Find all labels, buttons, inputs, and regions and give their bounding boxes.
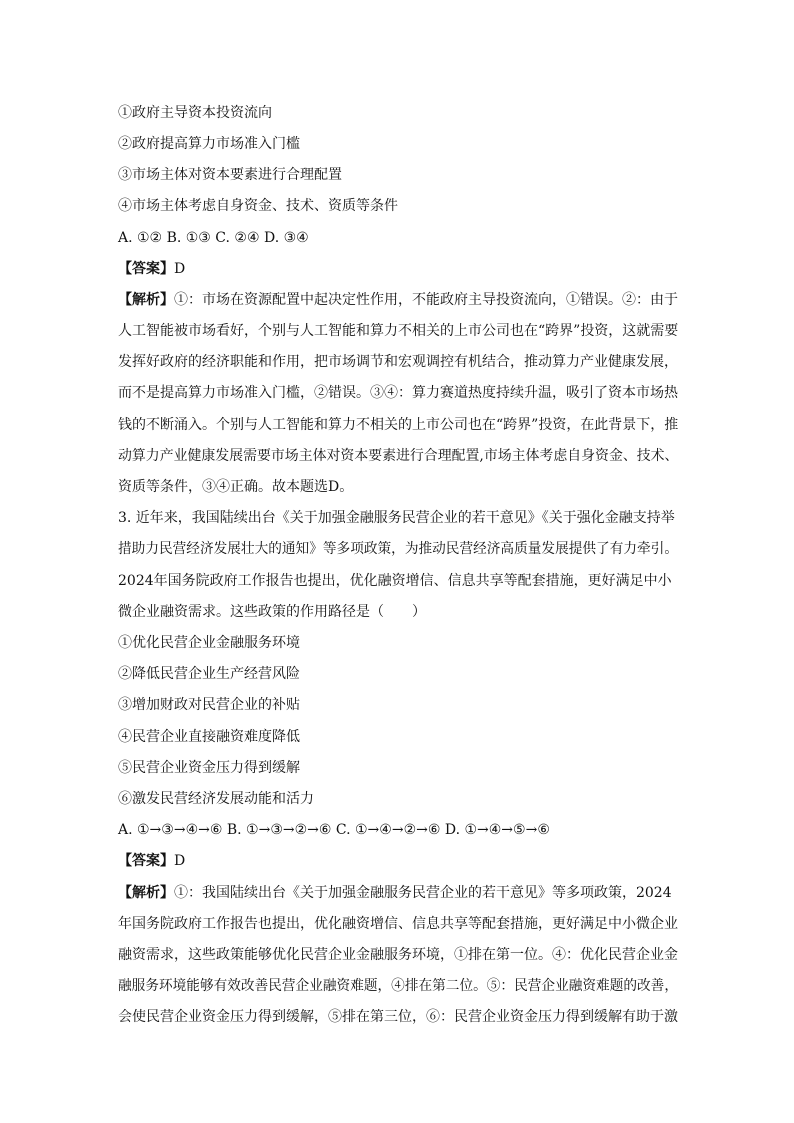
q3-stem-line-1: 3. 近年来，我国陆续出台《关于加强金融服务民营企业的若干意见》《关于强化金融支持举 (118, 510, 675, 526)
q3-option-5: ⑤民营企业资金压力得到缓解 (118, 760, 300, 776)
q3-analysis-line-2: 年国务院政府工作报告也提出，优化融资增信、信息共享等配套措施，更好满足中小微企业 (118, 916, 678, 932)
q2-analysis-label: 【解析】 (118, 292, 174, 308)
q3-stem-line-3: 2024年国务院政府工作报告也提出，优化融资增信、信息共享等配套措施，更好满足中小 (118, 573, 672, 589)
q3-stem-line-4: 微企业融资需求。这些政策的作用路径是（ ） (118, 604, 426, 620)
q2-analysis-line-2: 人工智能被市场看好，个别与人工智能和算力不相关的上市公司也在“跨界”投资，这就需要 (118, 323, 679, 339)
q2-option-4: ④市场主体考虑自身资金、技术、资质等条件 (118, 198, 398, 214)
q3-option-1: ①优化民营企业金融服务环境 (118, 635, 300, 651)
q3-analysis-label: 【解析】 (118, 885, 174, 901)
q3-analysis-line-5: 会使民营企业资金压力得到缓解，⑤排在第三位，⑥：民营企业资金压力得到缓解有助于激 (118, 1009, 678, 1025)
q2-analysis-line-4: 而不是提高算力市场准入门槛，②错误。③④：算力赛道热度持续升温，吸引了资本市场热 (118, 385, 678, 401)
q3-analysis-line-3: 融资需求，这些政策能够优化民营企业金融服务环境，①排在第一位。④：优化民营企业金 (118, 947, 678, 963)
q3-stem-line-2: 措助力民营经济发展壮大的通知》等多项政策，为推动民营经济高质量发展提供了有力牵引。 (118, 541, 678, 557)
q2-analysis-line-1 (118, 291, 678, 309)
q2-answer-value: D (174, 261, 186, 277)
q2-option-2: ②政府提高算力市场准入门槛 (118, 136, 300, 152)
q3-option-3: ③增加财政对民营企业的补贴 (118, 697, 300, 713)
q3-answer (118, 852, 185, 870)
q2-analysis-line-5: 钱的不断涌入。个别与人工智能和算力不相关的上市公司也在“跨界”投资，在此背景下，推 (118, 417, 679, 433)
q2-choices: A. ①② B. ①③ C. ②④ D. ③④ (118, 230, 309, 246)
q2-analysis-line-3: 发挥好政府的经济职能和作用，把市场调节和宏观调控有机结合，推动算力产业健康发展， (118, 354, 678, 370)
q3-analysis-text-1: ①：我国陆续出台《关于加强金融服务民营企业的若干意见》等多项政策，2024 (174, 885, 672, 901)
q2-option-3: ③市场主体对资本要素进行合理配置 (118, 167, 342, 183)
q3-answer-label: 【答案】 (118, 853, 174, 869)
q2-analysis-line-6: 动算力产业健康发展需要市场主体对资本要素进行合理配置,市场主体考虑自身资金、技术、 (118, 448, 679, 464)
q3-analysis-line-4: 融服务环境能够有效改善民营企业融资难题，④排在第二位。⑤：民营企业融资难题的改善， (118, 978, 678, 994)
q3-answer-value: D (174, 853, 186, 869)
q3-option-2: ②降低民营企业生产经营风险 (118, 666, 300, 682)
q2-answer (118, 260, 185, 278)
q3-option-6: ⑥激发民营经济发展动能和活力 (118, 791, 314, 807)
q3-option-4: ④民营企业直接融资难度降低 (118, 729, 300, 745)
q2-analysis-text-1: ①：市场在资源配置中起决定性作用，不能政府主导投资流向，①错误。②：由于 (174, 292, 678, 308)
q2-option-1: ①政府主导资本投资流向 (118, 105, 272, 121)
q2-analysis-line-7: 资质等条件，③④正确。故本题选D。 (118, 479, 354, 495)
q3-analysis-line-1 (118, 884, 672, 902)
q3-choices: A. ①→③→④→⑥ B. ①→③→②→⑥ C. ①→④→②→⑥ D. ①→④→⑤→⑥ (118, 822, 550, 838)
q2-answer-label: 【答案】 (118, 261, 174, 277)
